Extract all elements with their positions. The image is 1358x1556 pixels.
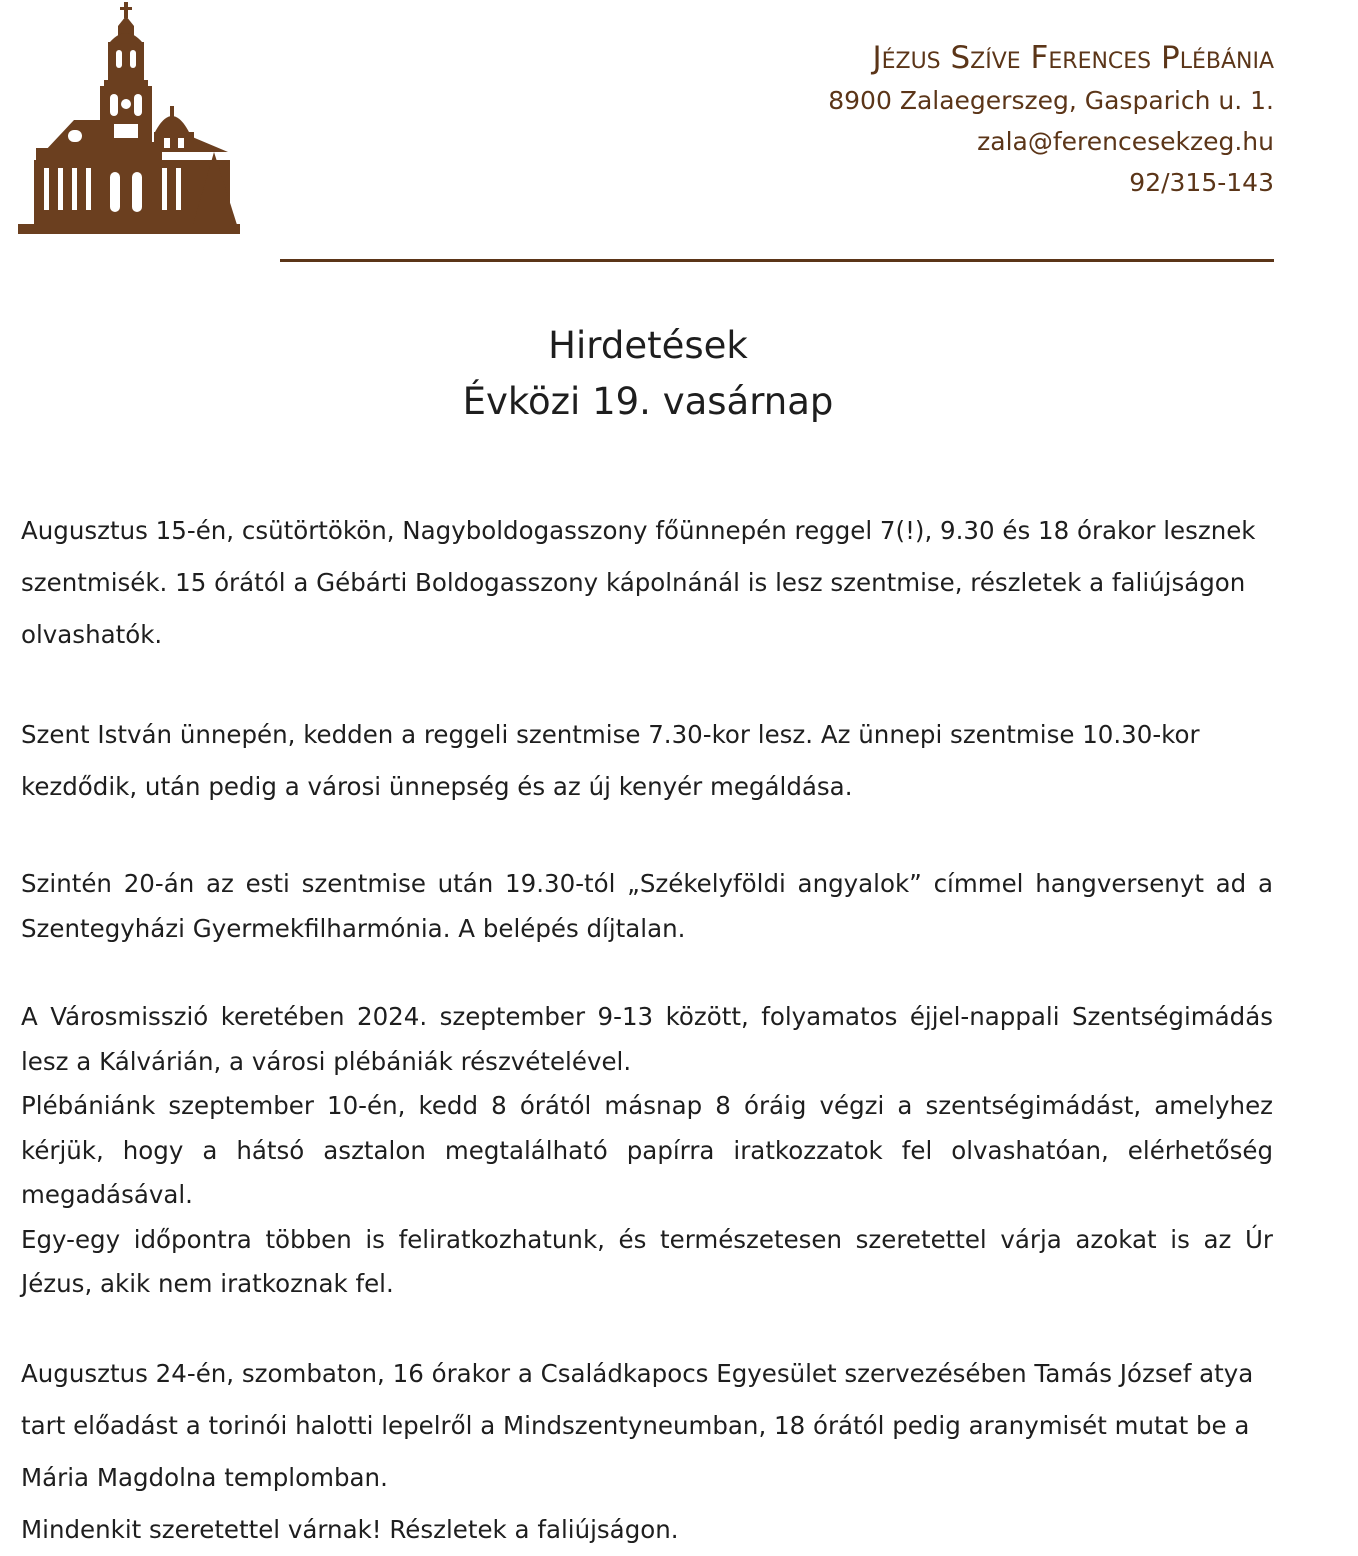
announcement-assumption: Augusztus 15-én, csütörtökön, Nagyboldogasszony főünnepén reggel 7(!), 9.30 és 18 órakor lesznek szentmisék. 15 órától a Gébárti Boldogasszony kápolnánál is lesz szentmise, részletek a faliújságon olvashatók.: [21, 516, 1256, 649]
title-line-1: Hirdetések: [548, 324, 748, 367]
announcement-invitation: Mindenkit szeretettel várnak! Részletek a faliújságon.: [21, 1514, 679, 1544]
email: zala@ferencesekzeg.hu: [977, 127, 1274, 156]
title-line-2: Évközi 19. vasárnap: [462, 380, 834, 423]
address: 8900 Zalaegerszeg, Gasparich u. 1.: [828, 86, 1274, 115]
phone: 92/315-143: [1129, 168, 1274, 197]
announcement-concert: Szintén 20-án az esti szentmise után 19.30-tól „Székelyföldi angyalok” címmel hangversenyt ad a Szentegyházi Gyermekfilharmónia. A belépés díjtalan.: [21, 869, 1273, 943]
church-logo-icon: [14, 2, 244, 238]
announcement-saint-stephen: Szent István ünnepén, kedden a reggeli szentmise 7.30-kor lesz. Az ünnepi szentmise 10.30-kor kezdődik, után pedig a városi ünnepség és az új kenyér megáldása.: [21, 720, 1200, 801]
organization-name: Jézus Szíve Ferences Plébánia: [872, 40, 1274, 76]
announcement-adoration: Plébániánk szeptember 10-én, kedd 8 órától másnap 8 óráig végzi a szentségimádást, amelyhez kérjük, hogy a hátsó asztalon megtalálható papírra iratkozzatok fel olvashatóan, elérhetőség megadásával.: [21, 1091, 1273, 1209]
header-divider: [280, 259, 1274, 262]
parish-header: [828, 36, 1274, 203]
announcement-lecture: Augusztus 24-én, szombaton, 16 órakor a Családkapocs Egyesület szervezésében Tamás József atya tart előadást a torinói halotti lepelről a Mindszentyneumban, 18 órától pedig aranymisét mutat be a Mária Magdolna templomban.: [21, 1358, 1254, 1492]
announcement-signup: Egy-egy időpontra többen is feliratkozhatunk, és természetesen szeretettel várja azokat is az Úr Jézus, akik nem iratkoznak fel.: [21, 1224, 1273, 1298]
page-title: [0, 318, 1296, 430]
announcement-city-mission: A Városmisszió keretében 2024. szeptember 9-13 között, folyamatos éjjel-nappali Szentségimádás lesz a Kálvárián, a városi plébániák részvételével.: [21, 1002, 1273, 1076]
announcements: [21, 505, 1273, 1556]
